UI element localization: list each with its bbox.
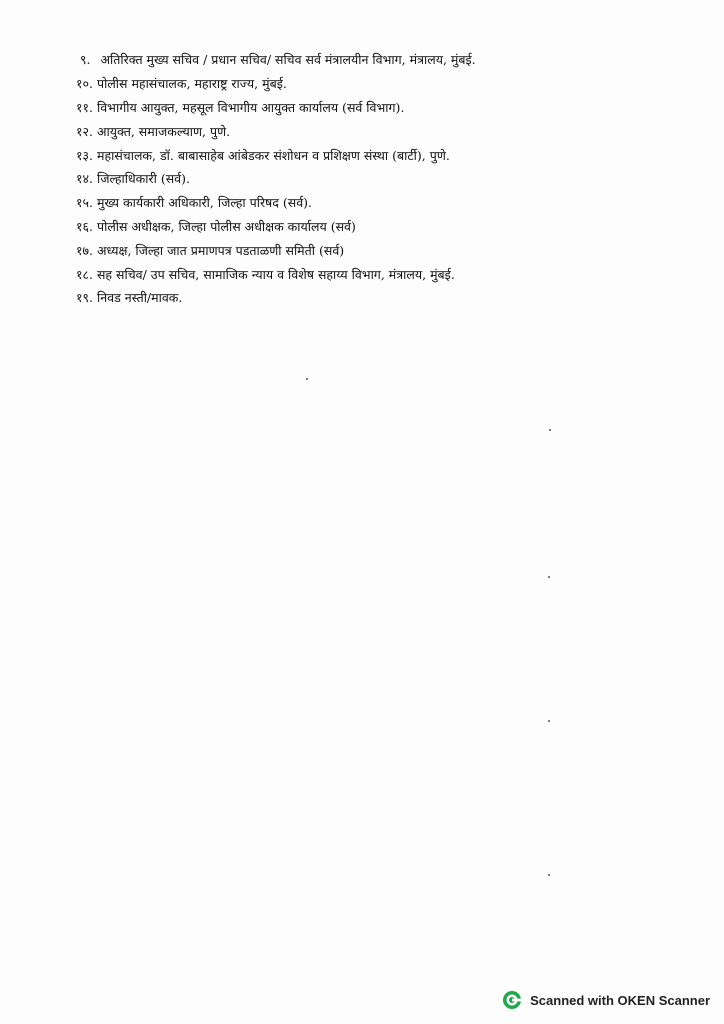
list-item — [76, 215, 696, 239]
item-number: १०. — [76, 76, 93, 92]
list-item — [76, 96, 696, 120]
oken-scanner-logo-icon — [502, 990, 522, 1010]
item-text: निवड नस्ती/मावक. — [96, 290, 183, 306]
list-item — [76, 72, 696, 96]
item-number: ११. — [76, 99, 93, 115]
distribution-list — [76, 48, 696, 310]
item-text: मुख्य कार्यकारी अधिकारी, जिल्हा परिषद (सर्व). — [96, 195, 313, 211]
list-item — [76, 48, 696, 72]
item-number: १९. — [76, 290, 93, 306]
list-item — [76, 143, 696, 167]
item-number: १६. — [76, 218, 93, 234]
item-number: १३. — [76, 147, 93, 163]
item-text: अतिरिक्त मुख्य सचिव / प्रधान सचिव/ सचिव सर्व मंत्रालयीन विभाग, मंत्रालय, मुंबई. — [100, 52, 476, 68]
scan-speck — [548, 576, 550, 578]
item-number: १२. — [76, 123, 93, 139]
list-item — [76, 119, 696, 143]
item-text: जिल्हाधिकारी (सर्व). — [96, 171, 190, 187]
item-text: आयुक्त, समाजकल्याण, पुणे. — [96, 123, 231, 139]
item-number: १४. — [76, 171, 93, 187]
item-text: अध्यक्ष, जिल्हा जात प्रमाणपत्र पडताळणी समिती (सर्व) — [96, 242, 345, 258]
scan-speck — [549, 429, 551, 431]
item-text: सह सचिव/ उप सचिव, सामाजिक न्याय व विशेष सहाय्य विभाग, मंत्रालय, मुंबई. — [96, 266, 455, 282]
scan-speck — [548, 720, 550, 722]
list-item — [76, 191, 696, 215]
watermark-text: Scanned with OKEN Scanner — [530, 992, 710, 1008]
scan-speck — [548, 874, 550, 876]
scan-speck — [306, 378, 308, 380]
list-item — [76, 238, 696, 262]
item-text: पोलीस महासंचालक, महाराष्ट्र राज्य, मुंबई. — [96, 76, 287, 92]
item-text: पोलीस अधीक्षक, जिल्हा पोलीस अधीक्षक कार्यालय (सर्व) — [96, 218, 356, 234]
item-number: १५. — [76, 195, 93, 211]
list-item — [76, 262, 696, 286]
item-number: १८. — [76, 266, 93, 282]
item-text: महासंचालक, डॉ. बाबासाहेब आंबेडकर संशोधन व प्रशिक्षण संस्था (बार्टी), पुणे. — [96, 147, 450, 163]
list-item — [76, 167, 696, 191]
item-number: १७. — [76, 242, 93, 258]
item-number: ९. — [80, 52, 91, 68]
item-text: विभागीय आयुक्त, महसूल विभागीय आयुक्त कार्यालय (सर्व विभाग). — [96, 99, 405, 115]
scanner-watermark — [502, 990, 710, 1010]
list-item — [76, 286, 696, 310]
